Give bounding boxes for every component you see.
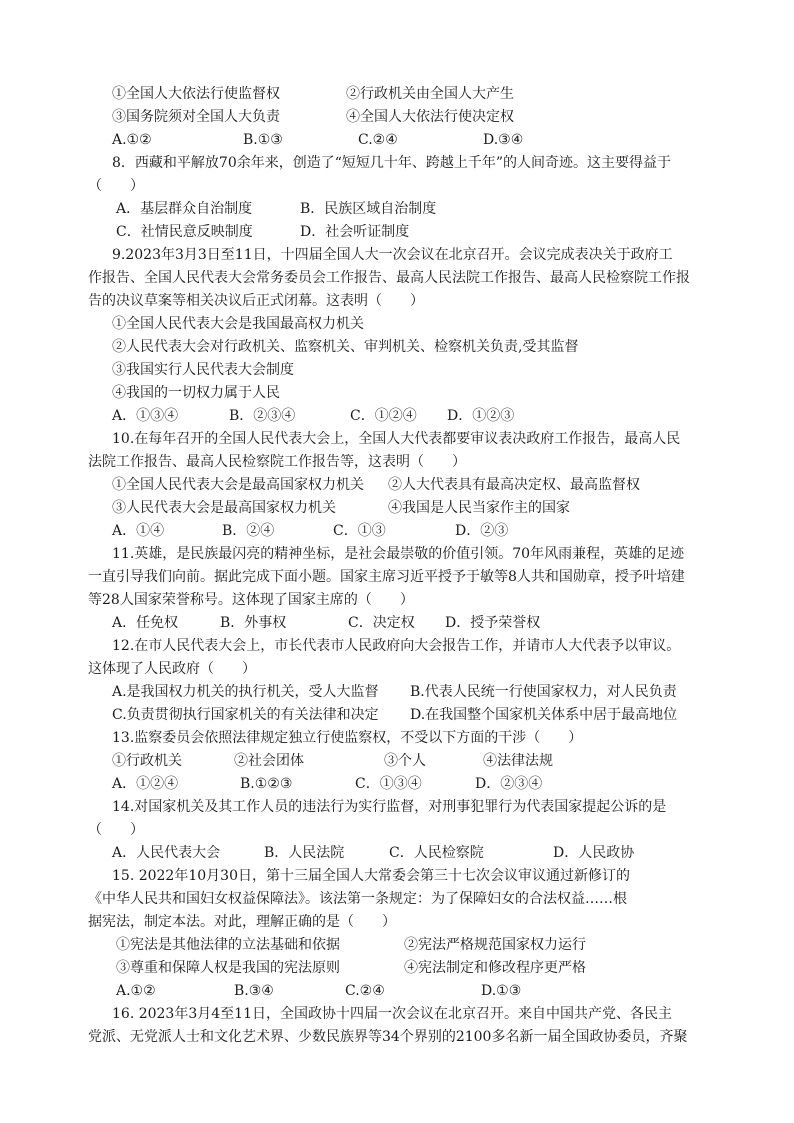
- option-item: ①全国人大依法行使监督权: [112, 86, 280, 102]
- option-item: C．①③: [333, 523, 386, 539]
- option-item: ③人民代表大会是最高国家权力机关: [112, 500, 336, 516]
- option-item: D．②③: [455, 523, 509, 539]
- question-stem: 16. 2023年3月4至11日，全国政协十四届一次会议在北京召开。来自中国共产党、各民主: [112, 1006, 672, 1022]
- option-item: A.①②: [112, 132, 152, 148]
- option-item: ④全国人大依法行使决定权: [346, 109, 514, 125]
- option-item: A．①④: [112, 523, 165, 539]
- option-item: B.③④: [234, 983, 274, 999]
- text-line: 据宪法，制定本法。对此，理解正确的是（ ）: [88, 914, 396, 930]
- option-item: ③国务院须对全国人大负责: [112, 109, 280, 125]
- option-item: C.②④: [345, 983, 385, 999]
- option-item: B．外事权: [220, 615, 287, 631]
- text-line: 《中华人民共和国妇女权益保障法》。该法第一条规定：为了保障妇女的合法权益……根: [88, 891, 627, 907]
- text-line: 党派、无党派人士和文化艺术界、少数民族界等34个界别的2100多名新一届全国政协委员，齐聚: [88, 1029, 688, 1045]
- option-item: C.②④: [358, 132, 398, 148]
- text-line: （ ）: [88, 178, 144, 194]
- text-line: ③我国实行人民代表大会制度: [112, 362, 294, 378]
- text-line: 这体现了人民政府（ ）: [88, 661, 256, 677]
- option-item: D.③④: [483, 132, 524, 148]
- option-item: ③尊重和保障人权是我国的宪法原则: [116, 960, 340, 976]
- option-item: B.①②③: [240, 776, 293, 792]
- option-item: A.①②: [116, 983, 156, 999]
- question-stem: 8．西藏和平解放70余年来，创造了“短短几十年、跨越上千年”的人间奇迹。这主要得益于: [112, 155, 672, 171]
- option-item: ②宪法严格规范国家权力运行: [404, 937, 586, 953]
- option-item: C．社情民意反映制度: [116, 224, 253, 240]
- option-item: C.负责贯彻执行国家机关的有关法律和决定: [112, 707, 379, 723]
- option-item: ④宪法制定和修改程序更严格: [404, 960, 586, 976]
- option-item: ④我国是人民当家作主的国家: [388, 500, 570, 516]
- question-stem: 13.监察委员会依照法律规定独立行使监察权，不受以下方面的干涉（ ）: [112, 730, 583, 746]
- option-item: ①全国人民代表大会是最高国家权力机关: [112, 477, 364, 493]
- option-item: ③个人: [384, 753, 426, 769]
- option-item: D.在我国整个国家机关体系中居于最高地位: [410, 707, 678, 723]
- option-item: ①行政机关: [112, 753, 182, 769]
- question-stem: 10.在每年召开的全国人民代表大会上，全国人大代表都要审议表决政府工作报告，最高人民: [112, 431, 681, 447]
- option-item: C．决定权: [348, 615, 415, 631]
- option-item: ④法律法规: [483, 753, 553, 769]
- option-item: A．①③④: [112, 408, 179, 424]
- text-line: ④我国的一切权力属于人民: [112, 385, 280, 401]
- text-line: 法院工作报告、最高人民检察院工作报告等，这表明（ ）: [88, 454, 466, 470]
- text-line: 告的决议草案等相关决议后正式闭幕。这表明（ ）: [88, 293, 424, 309]
- option-item: A．①②④: [112, 776, 179, 792]
- option-item: D．授予荣誉权: [445, 615, 541, 631]
- option-item: D．①②③: [447, 408, 515, 424]
- text-line: 作报告、全国人民代表大会常务委员会工作报告、最高人民法院工作报告、最高人民检察院工作报: [88, 270, 690, 286]
- option-item: ②行政机关由全国人大产生: [346, 86, 514, 102]
- question-stem: 11.英雄，是民族最闪亮的精神坐标，是社会最崇敬的价值引领。70年风雨兼程，英雄的足迹: [112, 546, 685, 562]
- option-item: A.是我国权力机关的执行机关，受人大监督: [112, 684, 379, 700]
- option-item: D．社会听证制度: [300, 224, 410, 240]
- text-line: ②人民代表大会对行政机关、监察机关、审判机关、检察机关负责,受其监督: [112, 339, 579, 355]
- text-line: ①全国人民代表大会是我国最高权力机关: [112, 316, 364, 332]
- option-item: ②社会团体: [234, 753, 304, 769]
- question-stem: 12.在市人民代表大会上，市长代表市人民政府向大会报告工作，并请市人大代表予以审议。: [112, 638, 681, 654]
- option-item: B．②③④: [229, 408, 296, 424]
- option-item: D．②③④: [475, 776, 543, 792]
- question-stem: 15. 2022年10月30日，第十三届全国人大常委会第三十七次会议审议通过新修订的: [112, 868, 630, 884]
- option-item: A．任免权: [112, 615, 179, 631]
- option-item: C．①②④: [350, 408, 417, 424]
- option-item: D.①③: [481, 983, 522, 999]
- option-item: C．①③④: [355, 776, 422, 792]
- option-item: B．人民法院: [264, 845, 345, 861]
- option-item: D．人民政协: [553, 845, 635, 861]
- option-item: ②人大代表具有最高决定权、最高监督权: [388, 477, 640, 493]
- option-item: C．人民检察院: [389, 845, 484, 861]
- option-item: A．人民代表大会: [112, 845, 221, 861]
- option-item: B．民族区域自治制度: [300, 201, 437, 217]
- text-line: 等28人国家荣誉称号。这体现了国家主席的（ ）: [88, 592, 414, 608]
- text-line: 一直引导我们向前。据此完成下面小题。国家主席习近平授予于敏等8人共和国勋章，授予叶培建: [88, 569, 685, 585]
- question-stem: 14.对国家机关及其工作人员的违法行为实行监督，对刑事犯罪行为代表国家提起公诉的是: [112, 799, 667, 815]
- option-item: B.①③: [243, 132, 283, 148]
- option-item: ①宪法是其他法律的立法基础和依据: [116, 937, 340, 953]
- option-item: A．基层群众自治制度: [116, 201, 253, 217]
- option-item: B．②④: [222, 523, 275, 539]
- question-stem: 9.2023年3月3日至11日，十四届全国人大一次会议在北京召开。会议完成表决关于政府工: [112, 247, 673, 263]
- option-item: B.代表人民统一行使国家权力，对人民负责: [410, 684, 677, 700]
- text-line: （ ）: [88, 822, 144, 838]
